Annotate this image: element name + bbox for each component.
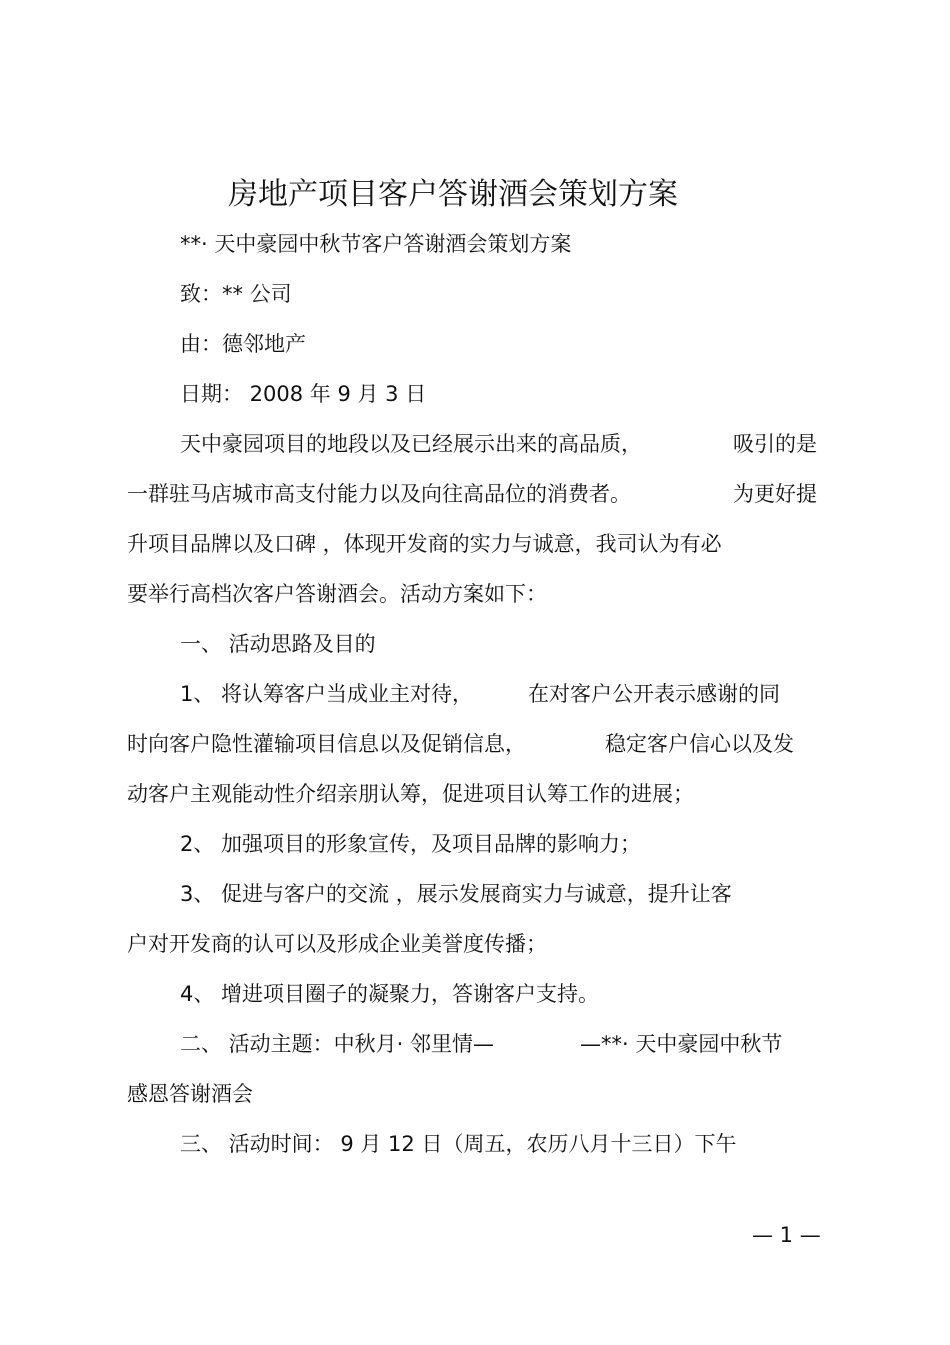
section-1-item-4: 4、 增进项目圈子的凝聚力，答谢客户支持。: [180, 982, 600, 1006]
recipient-line: 致：** 公司: [180, 282, 292, 306]
sender-line: 由：德邻地产: [180, 332, 306, 356]
intro-line-4: 要举行高档次客户答谢酒会。活动方案如下：: [127, 582, 547, 606]
page-number: — 1 —: [752, 1223, 821, 1247]
section-3-heading: 三、 活动时间： 9 月 12 日（周五，农历八月十三日）下午: [180, 1132, 737, 1156]
item-1-left: 1、 将认筹客户当成业主对待，: [180, 682, 474, 706]
section-2-heading-right: —**· 天中豪园中秋节: [580, 1032, 783, 1056]
section-1-item-3-line-1: 3、 促进与客户的交流 ，展示发展商实力与诚意，提升让客: [180, 882, 732, 906]
intro-line-1-right: 吸引的是: [733, 432, 817, 456]
intro-line-3: 升项目品牌以及口碑 ，体现开发商的实力与诚意，我司认为有必: [127, 532, 722, 556]
item-1-right: 在对客户公开表示感谢的同: [528, 682, 780, 706]
subtitle-line: **· 天中豪园中秋节客户答谢酒会策划方案: [180, 232, 572, 256]
section-2-heading-line-2: 感恩答谢酒会: [127, 1082, 253, 1106]
document-title: 房地产项目客户答谢酒会策划方案: [228, 177, 678, 212]
section-2-heading-left: 二、 活动主题：中秋月· 邻里情—: [180, 1032, 495, 1056]
intro-line-1-left: 天中豪园项目的地段以及已经展示出来的高品质，: [180, 432, 642, 456]
date-line: 日期： 2008 年 9 月 3 日: [180, 382, 427, 406]
item-1-line-2-right: 稳定客户信心以及发: [605, 732, 794, 756]
intro-line-2-right: 为更好提: [733, 482, 817, 506]
section-1-item-2: 2、 加强项目的形象宣传，及项目品牌的影响力；: [180, 832, 642, 856]
section-1-item-1-line-3: 动客户主观能动性介绍亲朋认筹，促进项目认筹工作的进展；: [127, 782, 694, 806]
section-1-heading: 一、 活动思路及目的: [180, 632, 376, 656]
section-1-item-3-line-2: 户对开发商的认可以及形成企业美誉度传播；: [127, 932, 547, 956]
item-1-line-2-left: 时向客户隐性灌输项目信息以及促销信息，: [127, 732, 526, 756]
intro-line-2-left: 一群驻马店城市高支付能力以及向往高品位的消费者。: [127, 482, 631, 506]
